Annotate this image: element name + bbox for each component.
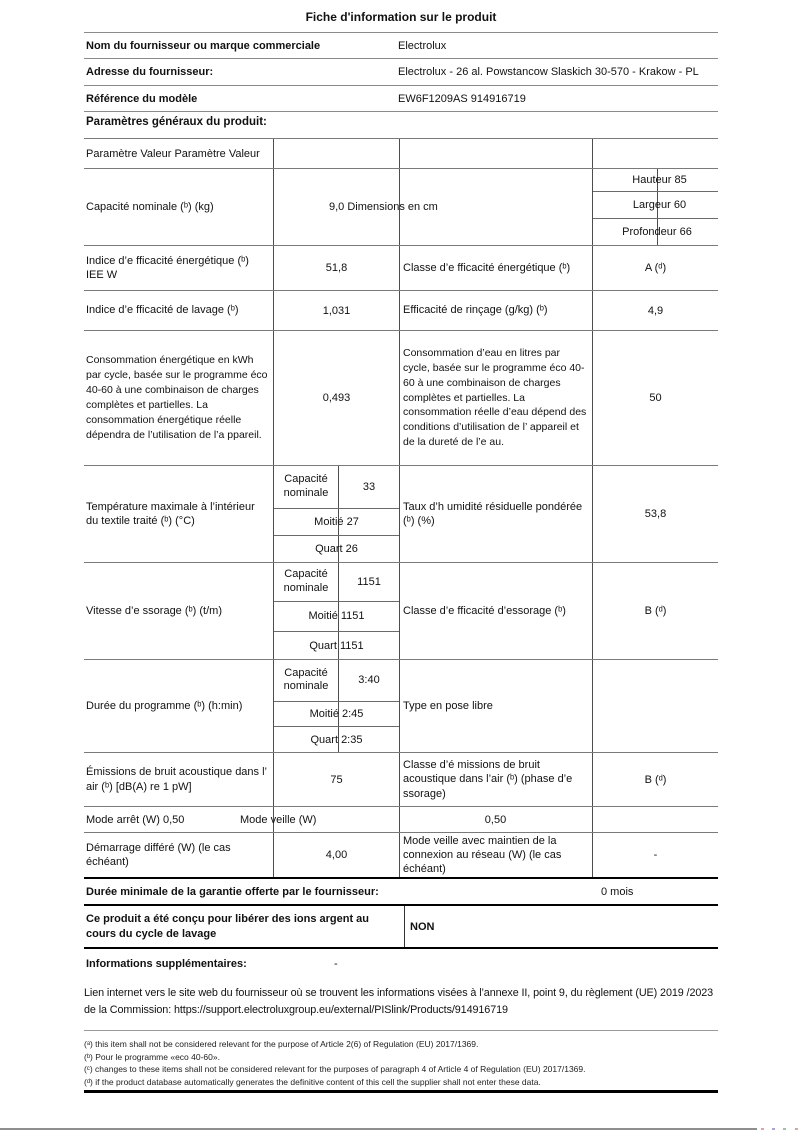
table-row-delay-start bbox=[84, 832, 718, 877]
divider-rule bbox=[84, 1030, 718, 1031]
parameters-table bbox=[84, 138, 718, 877]
bottom-rule bbox=[84, 1090, 718, 1093]
networked-standby-label: Mode veille avec maintien de la connexion au réseau (W) (le cas échéant) bbox=[399, 833, 592, 877]
rinse-efficiency-value: 4,9 bbox=[592, 291, 718, 330]
duration-rated-value: 3:40 bbox=[358, 674, 380, 687]
max-temperature-label: Température maximale à l’intérieur du textile traité (ᵇ) (°C) bbox=[86, 500, 255, 527]
spin-rated-value: 1151 bbox=[357, 575, 381, 588]
energy-consumption-label: Consommation énergétique en kWh par cycle, basée sur le programme éco 40-60 à une combinaison de charges complètes et partielles. La consommation énergétique réelle dépendra de l’utilisation de l’a ppareil. bbox=[86, 354, 268, 441]
footnote-d: (ᵈ) if the product database automatically generates the definitive content of this cell the supplier shall not enter these data. bbox=[84, 1076, 541, 1087]
guarantee-row bbox=[84, 877, 718, 904]
footnote-b: (ᵇ) Pour le programme «eco 40-60». bbox=[84, 1051, 220, 1062]
water-consumption-value: 50 bbox=[592, 331, 718, 465]
duration-label: Durée du programme (ᵇ) (h:min) bbox=[86, 699, 243, 712]
temp-rated-value: 33 bbox=[362, 480, 376, 493]
spin-rated-label: Capacité nominale bbox=[274, 563, 339, 601]
noise-label: Émissions de bruit acoustique dans l’ air (ᵇ) [dB(A) re 1 pW] bbox=[86, 766, 267, 793]
supplier-address-value: Electrolux - 26 al. Powstancow Slaskich 30-570 - Krakow - PL bbox=[398, 66, 699, 78]
capacity-value: 9,0 Dimensions en cm bbox=[329, 201, 438, 213]
table-row-power-modes bbox=[84, 806, 718, 832]
wash-index-label: Indice d’e fficacité de lavage (ᵇ) bbox=[86, 304, 239, 317]
guarantee-value: 0 mois bbox=[601, 885, 634, 898]
wash-index-value: 1,031 bbox=[273, 291, 399, 330]
eei-value: 51,8 bbox=[273, 246, 399, 290]
table-row-washing-efficiency bbox=[84, 290, 718, 330]
spin-subtable bbox=[273, 563, 399, 659]
dimensions-subtable bbox=[592, 169, 718, 245]
energy-consumption-value: 0,493 bbox=[273, 331, 399, 465]
screen-edge-bar bbox=[0, 1128, 757, 1130]
table-row-energy-efficiency-index bbox=[84, 245, 718, 290]
capacity-label: Capacité nominale (ᵇ) (kg) bbox=[86, 200, 214, 213]
residual-humidity-label: Taux d’h umidité résiduelle pondérée (ᵇ) (%) bbox=[399, 466, 592, 562]
temp-quarter-value: Quart 26 bbox=[315, 543, 358, 556]
model-reference-label: Référence du modèle bbox=[86, 92, 198, 105]
additional-info-row bbox=[84, 958, 718, 970]
table-row-consumption bbox=[84, 330, 718, 465]
duration-rated-label: Capacité nominale bbox=[274, 660, 339, 701]
table-row-programme-duration bbox=[84, 659, 718, 752]
temperature-subtable bbox=[273, 466, 399, 562]
screen-artifact bbox=[783, 1128, 786, 1130]
footnote-c: (ᶜ) changes to these items shall not be considered relevant for the purposes of paragraph 4 of Article 4 of Regulation (EU) 2017/1369. bbox=[84, 1064, 586, 1075]
temp-half-value: Moitié 27 bbox=[314, 515, 359, 528]
table-row-spin-speed bbox=[84, 562, 718, 659]
rinse-efficiency-label: Efficacité de rinçage (g/kg) (ᵇ) bbox=[399, 291, 592, 330]
off-mode-label: Mode arrêt (W) 0,50 bbox=[86, 813, 185, 826]
spin-half-value: Moitié 1151 bbox=[308, 610, 365, 623]
supplier-address-label: Adresse du fournisseur: bbox=[86, 66, 214, 78]
dimension-depth: Profondeur 66 bbox=[622, 226, 692, 239]
supplier-address-row bbox=[84, 58, 718, 85]
footnotes bbox=[84, 1038, 718, 1088]
noise-value: 75 bbox=[273, 753, 399, 806]
table-row-capacity-dimensions bbox=[84, 168, 718, 245]
general-parameters-heading: Paramètres généraux du produit: bbox=[86, 116, 267, 128]
silver-ions-value: NON bbox=[410, 920, 435, 933]
supplier-header-table bbox=[84, 32, 718, 112]
duration-half-value: Moitié 2:45 bbox=[309, 707, 364, 720]
noise-class-value: B (ᵈ) bbox=[592, 753, 718, 806]
spin-quarter-value: Quart 1151 bbox=[309, 639, 364, 652]
screen-artifact bbox=[761, 1128, 764, 1130]
supplier-name-row bbox=[84, 32, 718, 58]
page-title: Fiche d'information sur le produit bbox=[305, 10, 497, 24]
guarantee-label: Durée minimale de la garantie offerte par le fournisseur: bbox=[86, 885, 379, 898]
duration-quarter-value: Quart 2:35 bbox=[310, 733, 363, 746]
supplier-name-label: Nom du fournisseur ou marque commerciale bbox=[86, 39, 321, 52]
dimension-width: Largeur 60 bbox=[632, 199, 687, 212]
supplier-name-value: Electrolux bbox=[398, 39, 447, 52]
table-row-max-temperature bbox=[84, 465, 718, 562]
temp-rated-label: Capacité nominale bbox=[274, 466, 339, 508]
spin-speed-label: Vitesse d’e ssorage (ᵇ) (t/m) bbox=[86, 604, 222, 617]
noise-class-label: Classe d’é missions de bruit acoustique dans l’air (ᵇ) (phase d’e ssorage) bbox=[399, 753, 592, 806]
table-row-noise bbox=[84, 752, 718, 806]
delay-start-value: 4,00 bbox=[273, 833, 399, 877]
eei-label: Indice d’e fficacité énergétique (ᵇ) IEE W bbox=[86, 254, 249, 281]
silver-ions-label: Ce produit a été conçu pour libérer des ions argent au cours du cycle de lavage bbox=[84, 906, 405, 947]
delay-start-label: Démarrage différé (W) (le cas échéant) bbox=[86, 841, 231, 868]
supplier-link-paragraph: Lien internet vers le site web du fournisseur où se trouvent les informations visées à l’annexe II, point 9, du règlement (UE) 2019 /2023 de la Commission: https://support.electroluxgroup.eu/external/PISlink/Products/914916719 bbox=[84, 987, 714, 1016]
networked-standby-value: - bbox=[592, 833, 718, 877]
standby-mode-value: 0,50 bbox=[399, 807, 592, 832]
standby-mode-label: Mode veille (W) bbox=[240, 813, 317, 826]
model-reference-value: EW6F1209AS 914916719 bbox=[398, 92, 526, 105]
screen-artifact bbox=[795, 1128, 798, 1130]
footnote-a: (ᵃ) this item shall not be considered relevant for the purpose of Article 2(6) of Regulation (EU) 2017/1369. bbox=[84, 1039, 479, 1049]
table-row-param-header bbox=[84, 138, 718, 168]
dimension-height: Hauteur 85 bbox=[632, 173, 687, 186]
spin-class-value: B (ᵈ) bbox=[592, 563, 718, 659]
silver-ions-row bbox=[84, 904, 718, 949]
energy-class-label: Classe d’e fficacité énergétique (ᵇ) bbox=[399, 246, 592, 290]
additional-info-value: - bbox=[334, 958, 338, 970]
screen-artifact bbox=[772, 1128, 775, 1130]
freestanding-type-value bbox=[592, 660, 718, 752]
model-reference-row bbox=[84, 85, 718, 111]
duration-subtable bbox=[273, 660, 399, 752]
spin-class-label: Classe d’e fficacité d’essorage (ᵇ) bbox=[399, 563, 592, 659]
additional-info-label: Informations supplémentaires: bbox=[86, 958, 247, 970]
energy-class-value: A (ᵈ) bbox=[592, 246, 718, 290]
freestanding-type-label: Type en pose libre bbox=[399, 660, 592, 752]
residual-humidity-value: 53,8 bbox=[592, 466, 718, 562]
param-header-cell: Paramètre Valeur Paramètre Valeur bbox=[86, 147, 260, 160]
water-consumption-label: Consommation d’eau en litres par cycle, basée sur le programme éco 40-60 à une combinaison de charges complètes et partielles. La consommation réelle d’eau dépend des conditions d’utilisation de l’ appareil et de la dureté de l’e au. bbox=[399, 331, 592, 465]
